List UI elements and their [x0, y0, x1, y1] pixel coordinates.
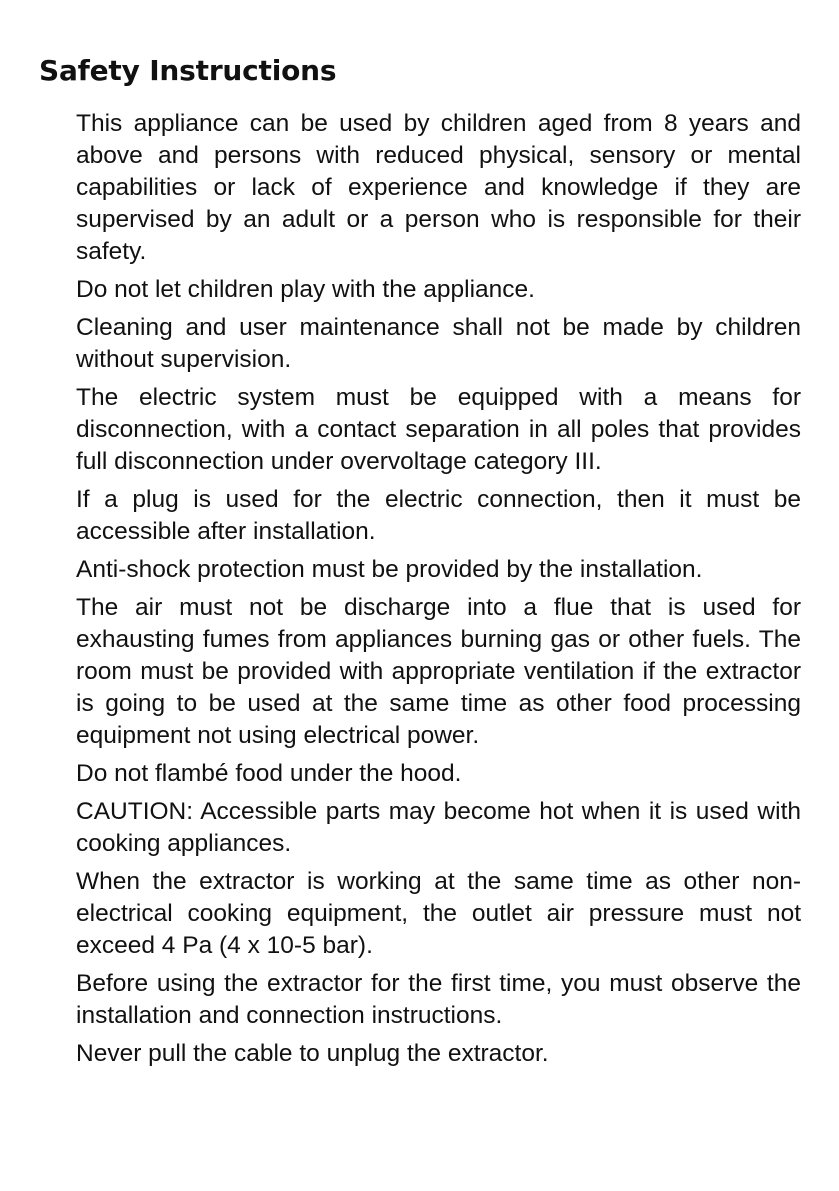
paragraph-anti-shock: Anti-shock protection must be provided by the installation. [76, 556, 703, 583]
document-title: Safety Instructions [39, 54, 337, 87]
paragraph-plug-access: If a plug is used for the electric connection, then it must be accessible after installation. [76, 486, 801, 545]
paragraph-air-pressure: When the extractor is working at the same time as other non-electrical cooking equipment, the outlet air pressure must not exceed 4 Pa (4 x 10-5 bar). [76, 868, 801, 959]
paragraph-no-play: Do not let children play with the appliance. [76, 276, 535, 303]
paragraph-disconnection: The electric system must be equipped with a means for disconnection, with a contact separation in all poles that provides full disconnection under overvoltage category III. [76, 384, 801, 475]
paragraph-air-discharge: The air must not be discharge into a flue that is used for exhausting fumes from appliances burning gas or other fuels. The room must be provided with appropriate ventilation if the extractor is going to be used at the same time as other food processing equipment not using electrical power. [76, 594, 801, 749]
paragraph-cable: Never pull the cable to unplug the extractor. [76, 1040, 549, 1067]
paragraph-installation-instructions: Before using the extractor for the first time, you must observe the installation and connection instructions. [76, 970, 801, 1029]
paragraph-cleaning: Cleaning and user maintenance shall not be made by children without supervision. [76, 314, 801, 373]
paragraph-no-flambe: Do not flambé food under the hood. [76, 760, 462, 787]
instructions-body [76, 108, 801, 1076]
paragraph-children-supervision: This appliance can be used by children aged from 8 years and above and persons with reduced physical, sensory or mental capabilities or lack of experience and knowledge if they are supervised by an adult or a person who is responsible for their safety. [76, 110, 801, 265]
paragraph-caution-hot: CAUTION: Accessible parts may become hot when it is used with cooking appliances. [76, 798, 801, 857]
